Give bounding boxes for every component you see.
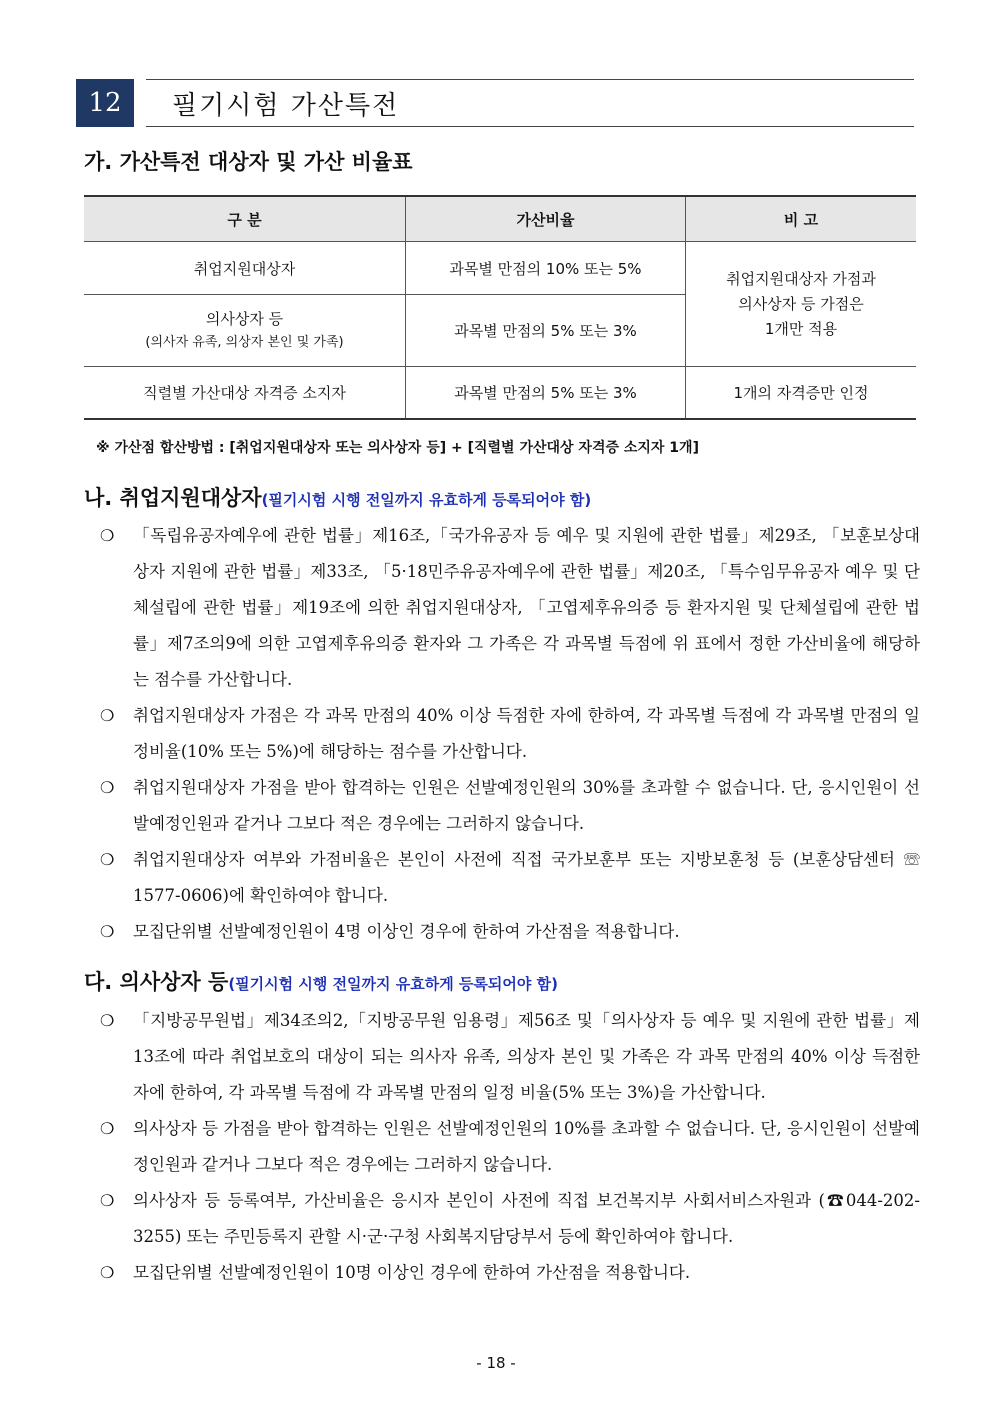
- table-cell-category: 취업지원대상자: [84, 242, 406, 295]
- bullet-text: 취업지원대상자 가점을 받아 합격하는 인원은 선발예정인원의 30%를 초과할 수 없습니다. 단, 응시인원이 선발예정인원과 같거나 그보다 적은 경우에는 그러하지 않습니다.: [133, 778, 920, 833]
- section-c-heading-text: 다. 의사상자 등: [84, 970, 229, 994]
- table-header-rate: 가산비율: [406, 196, 686, 242]
- merged-note-line: 의사상자 등 가점은: [738, 294, 864, 313]
- table-header-category: 구 분: [84, 196, 406, 242]
- section-c-heading-note: (필기시험 시행 전일까지 유효하게 등록되어야 함): [228, 975, 558, 993]
- table-row: [84, 242, 916, 295]
- chapter-bottom-rule: [146, 126, 914, 127]
- chapter-number: 12: [76, 79, 134, 127]
- bullet-mark: ❍: [100, 526, 115, 545]
- table-cell-rate: 과목별 만점의 10% 또는 5%: [406, 242, 686, 295]
- bullet-mark: ❍: [100, 850, 115, 869]
- merged-note-line: 취업지원대상자 가점과: [726, 269, 876, 288]
- bullet-text: 모집단위별 선발예정인원이 4명 이상인 경우에 한하여 가산점을 적용합니다.: [133, 922, 680, 941]
- section-c-bullets: [100, 1003, 920, 1291]
- category-sub: (의사자 유족, 의상자 본인 및 가족): [145, 334, 344, 350]
- table-cell-note: 1개의 자격증만 인정: [686, 367, 917, 419]
- table-cell-rate: 과목별 만점의 5% 또는 3%: [406, 367, 686, 419]
- calc-method-note: ※ 가산점 합산방법 : [취업지원대상자 또는 의사상자 등] + [직렬별 가산대상 자격증 소지자 1개]: [96, 440, 699, 456]
- table-cell-rate: 과목별 만점의 5% 또는 3%: [406, 295, 686, 367]
- chapter-title: 필기시험 가산특전: [172, 91, 400, 121]
- bullet-mark: ❍: [100, 1263, 115, 1282]
- bullet-text: 모집단위별 선발예정인원이 10명 이상인 경우에 한하여 가산점을 적용합니다.: [133, 1263, 691, 1282]
- bullet-mark: ❍: [100, 1119, 115, 1138]
- bullet-text: 취업지원대상자 여부와 가점비율은 본인이 사전에 직접 국가보훈부 또는 지방보훈청 등 (보훈상담센터 ☏ 1577-0606)에 확인하여야 합니다.: [133, 850, 920, 905]
- bullet-mark: ❍: [100, 922, 115, 941]
- list-item: [100, 842, 920, 914]
- table-header-row: [84, 196, 916, 242]
- page-number: - 18 -: [476, 1354, 516, 1372]
- bonus-rate-table: [84, 195, 916, 420]
- list-item: [100, 1111, 920, 1183]
- table-cell-category: [84, 295, 406, 367]
- section-b-bullets: [100, 518, 920, 950]
- section-b-heading-note: (필기시험 시행 전일까지 유효하게 등록되어야 함): [261, 491, 592, 509]
- list-item: [100, 1183, 920, 1255]
- section-b-heading: [84, 482, 591, 512]
- list-item: [100, 1003, 920, 1111]
- bullet-text: 「지방공무원법」제34조의2,「지방공무원 임용령」제56조 및「의사상자 등 예우 및 지원에 관한 법률」제13조에 따라 취업보호의 대상이 되는 의사자 유족, 의상자 본인 및 가족은 각 과목 만점의 40% 이상 득점한 자에 한하여, 각 과목별 득점에 각 과목별 만점의 일정 비율(5% 또는 3%)을 가산합니다.: [133, 1011, 920, 1102]
- chapter-header: [76, 79, 914, 127]
- list-item: [100, 518, 920, 698]
- bullet-mark: ❍: [100, 1011, 115, 1030]
- list-item: [100, 1255, 920, 1291]
- bullet-text: 의사상자 등 등록여부, 가산비율은 응시자 본인이 사전에 직접 보건복지부 사회서비스자원과 (☎044-202-3255) 또는 주민등록지 관할 시·군·구청 사회복지담당부서 등에 확인하여야 합니다.: [133, 1191, 920, 1246]
- bullet-mark: ❍: [100, 778, 115, 797]
- table-cell-category: 직렬별 가산대상 자격증 소지자: [84, 367, 406, 419]
- bullet-text: 취업지원대상자 가점은 각 과목 만점의 40% 이상 득점한 자에 한하여, 각 과목별 득점에 각 과목별 만점의 일정비율(10% 또는 5%)에 해당하는 점수를 가산합니다.: [133, 706, 920, 761]
- section-a-heading-text: 가. 가산특전 대상자 및 가산 비율표: [84, 150, 413, 174]
- section-b-heading-text: 나. 취업지원대상자: [84, 486, 262, 510]
- section-c-heading: [84, 966, 558, 996]
- bullet-text: 의사상자 등 가점을 받아 합격하는 인원은 선발예정인원의 10%를 초과할 수 없습니다. 단, 응시인원이 선발예정인원과 같거나 그보다 적은 경우에는 그러하지 않습니다.: [133, 1119, 920, 1174]
- merged-note-line: 1개만 적용: [764, 319, 838, 338]
- section-a-heading: [84, 146, 413, 176]
- list-item: [100, 914, 920, 950]
- bullet-mark: ❍: [100, 706, 115, 725]
- table-header-note: 비 고: [686, 196, 917, 242]
- list-item: [100, 698, 920, 770]
- chapter-top-rule: [146, 79, 914, 80]
- table-row: [84, 367, 916, 419]
- table-cell-merged-note: [686, 242, 917, 367]
- bullet-mark: ❍: [100, 1191, 115, 1210]
- list-item: [100, 770, 920, 842]
- category-main: 의사상자 등: [205, 309, 284, 328]
- bullet-text: 「독립유공자예우에 관한 법률」제16조,「국가유공자 등 예우 및 지원에 관한 법률」제29조, 「보훈보상대상자 지원에 관한 법률」제33조, 「5·18민주유공자예우에 관한 법률」제20조, 「특수임무유공자 예우 및 단체설립에 관한 법률」제19조에 의한 취업지원대상자, 「고엽제후유의증 등 환자지원 및 단체설립에 관한 법률」제7조의9에 의한 고엽제후유의증 환자와 그 가족은 각 과목별 득점에 위 표에서 정한 가산비율에 해당하는 점수를 가산합니다.: [133, 526, 920, 689]
